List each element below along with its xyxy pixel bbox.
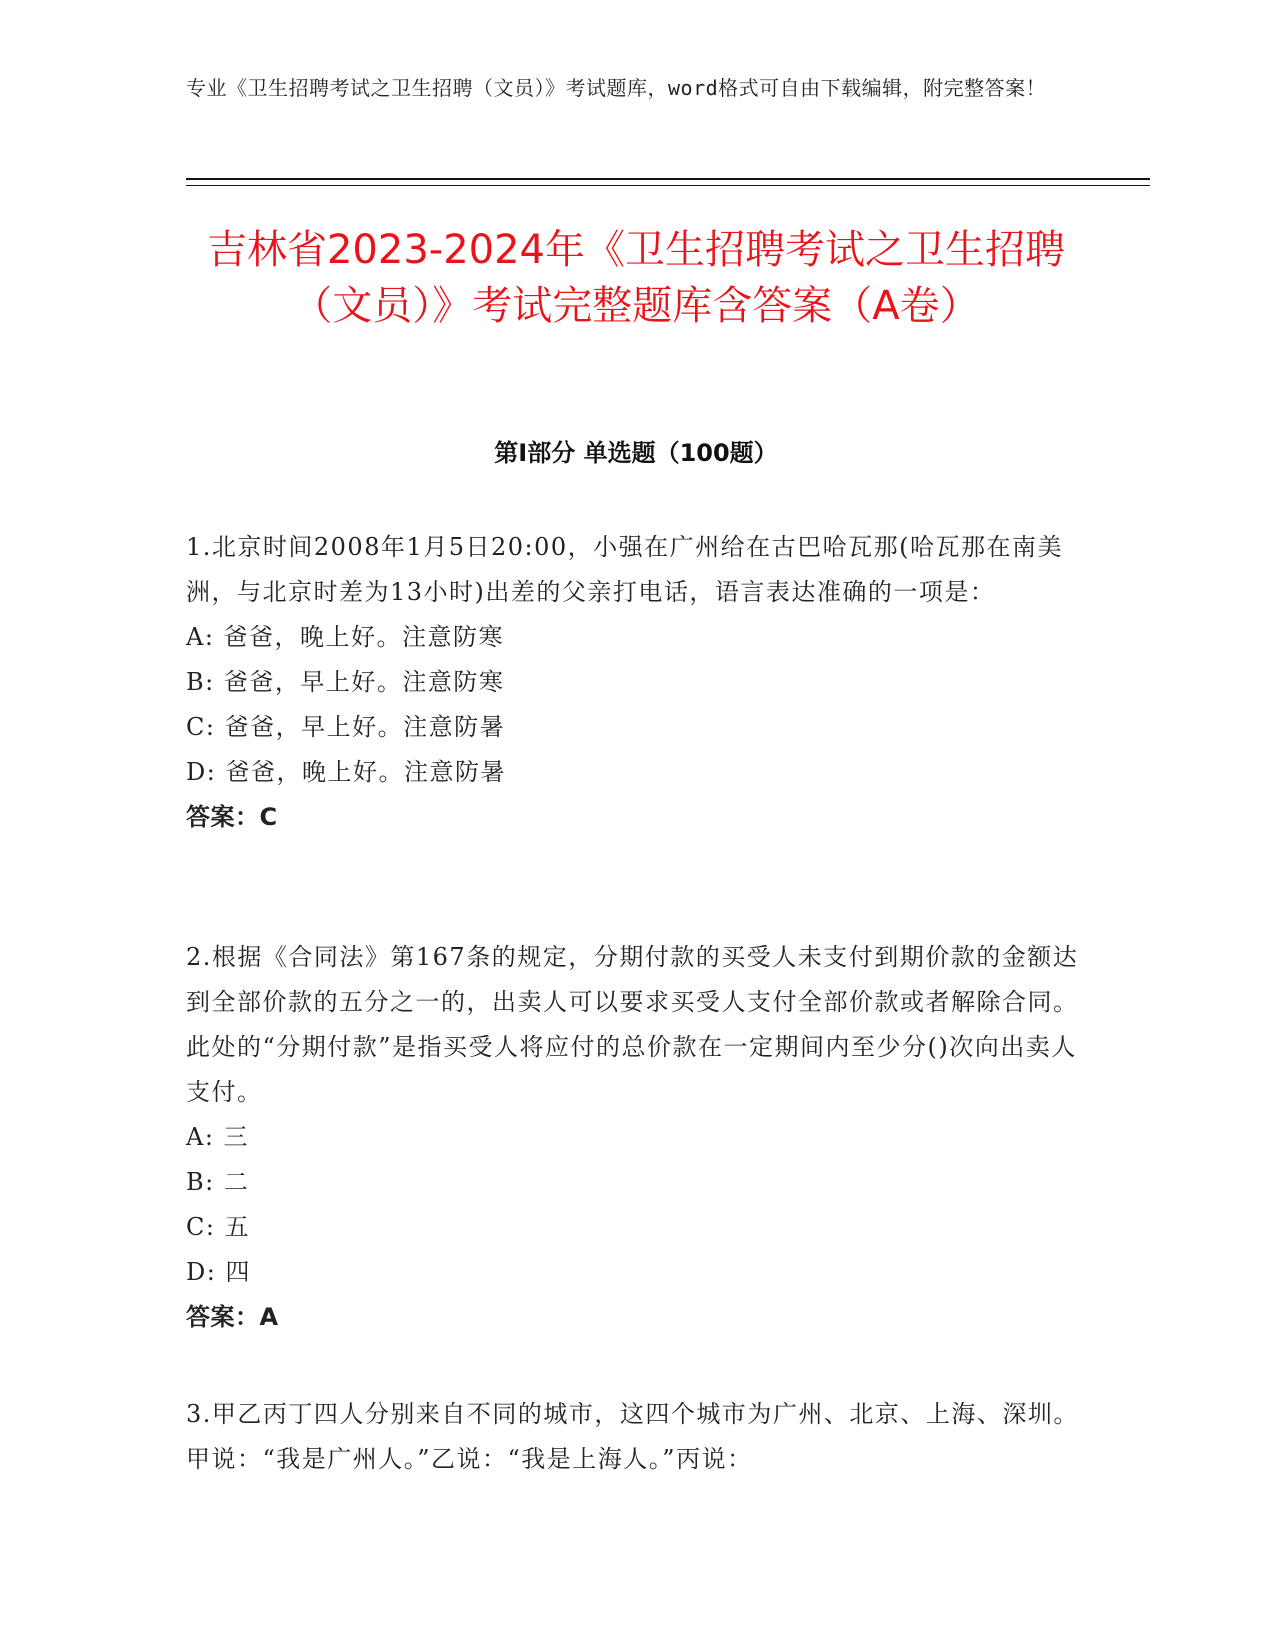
header-divider-thin xyxy=(186,185,1150,186)
question-1 xyxy=(186,525,1086,840)
document-title: 吉林省2023-2024年《卫生招聘考试之卫生招聘（文员）》考试完整题库含答案（A卷） xyxy=(206,227,1066,329)
option-a: A: 爸爸，晚上好。注意防寒 xyxy=(186,623,505,651)
header-note: 专业《卫生招聘考试之卫生招聘（文员）》考试题库，word格式可自由下载编辑，附完整答案！ xyxy=(186,76,1047,100)
question-2 xyxy=(186,935,1086,1340)
option-d: D: 爸爸，晚上好。注意防暑 xyxy=(186,758,506,786)
header-divider-thick xyxy=(186,178,1150,180)
question-3 xyxy=(186,1392,1086,1482)
option-d: D: 四 xyxy=(186,1258,251,1286)
question-stem: 1.北京时间2008年1月5日20:00，小强在广州给在古巴哈瓦那(哈瓦那在南美洲，与北京时差为13小时)出差的父亲打电话，语言表达准确的一项是： xyxy=(186,533,1064,606)
option-c: C: 五 xyxy=(186,1213,251,1241)
option-b: B: 爸爸，早上好。注意防寒 xyxy=(186,668,505,696)
option-a: A: 三 xyxy=(186,1123,250,1151)
question-stem: 2.根据《合同法》第167条的规定，分期付款的买受人未支付到期价款的金额达到全部价款的五分之一的，出卖人可以要求买受人支付全部价款或者解除合同。此处的“分期付款”是指买受人将应付的总价款在一定期间内至少分()次向出卖人支付。 xyxy=(186,943,1079,1106)
option-c: C: 爸爸，早上好。注意防暑 xyxy=(186,713,506,741)
option-b: B: 二 xyxy=(186,1168,250,1196)
section-heading: 第Ⅰ部分 单选题（100题） xyxy=(494,439,778,467)
question-stem: 3.甲乙丙丁四人分别来自不同的城市，这四个城市为广州、北京、上海、深圳。甲说：“我是广州人。”乙说：“我是上海人。”丙说： xyxy=(186,1400,1079,1473)
answer-label: 答案：A xyxy=(186,1303,279,1331)
answer-label: 答案：C xyxy=(186,803,278,831)
